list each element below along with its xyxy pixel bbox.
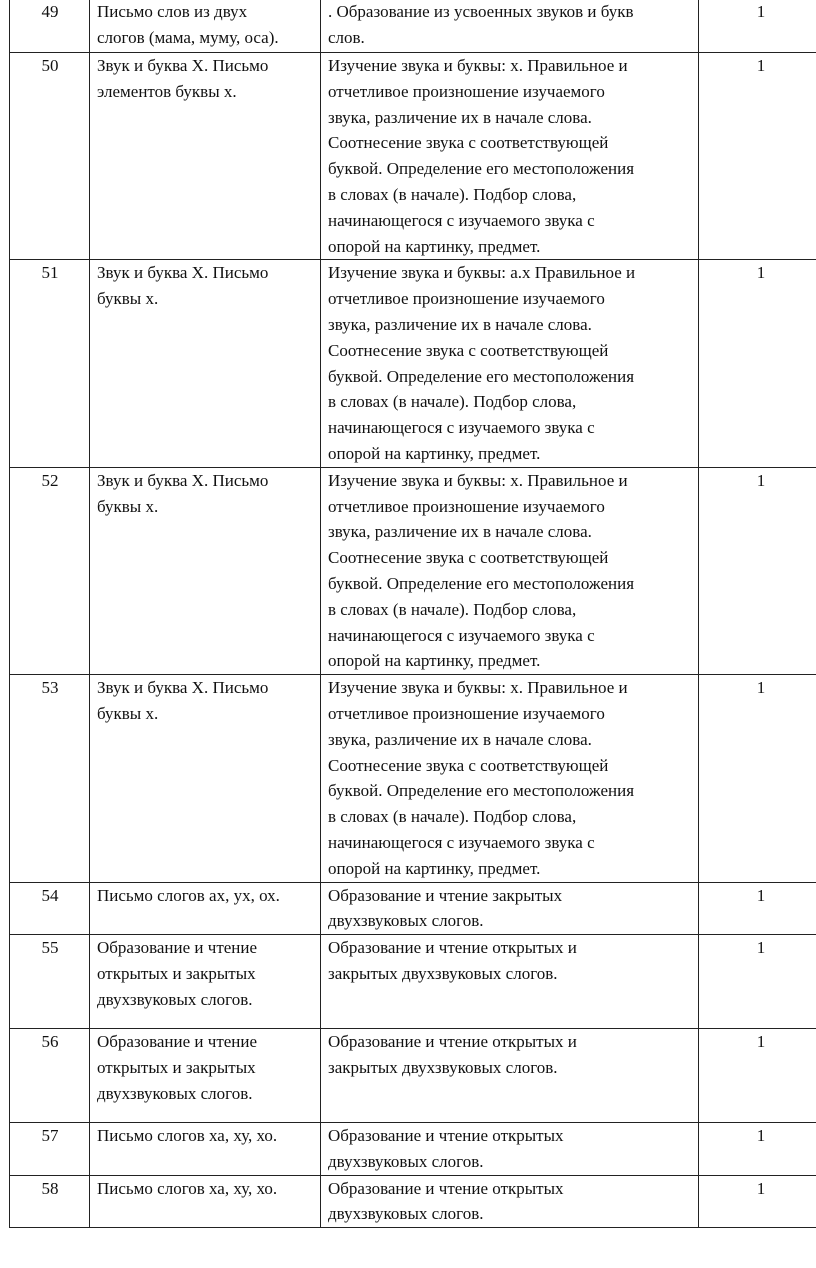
lesson-topic-cell bbox=[90, 1175, 321, 1228]
lesson-topic-cell bbox=[90, 53, 321, 260]
content-line: Образование и чтение открытых и bbox=[328, 938, 577, 958]
lesson-topic-cell bbox=[90, 935, 321, 1029]
content-line: буквой. Определение его местоположения bbox=[328, 366, 635, 386]
content-line: закрытых двухзвуковых слогов. bbox=[328, 1057, 558, 1077]
lesson-hours-cell: 1 bbox=[699, 467, 816, 674]
lesson-number-cell: 53 bbox=[10, 675, 90, 882]
lesson-topic-cell bbox=[90, 260, 321, 467]
content-line: в словах (в начале). Подбор слова, bbox=[328, 392, 577, 412]
content-line: звука, различение их в начале слова. bbox=[328, 314, 592, 334]
topic-line: Образование и чтение bbox=[97, 938, 258, 958]
topic-line: Письмо слогов ха, ху, хо. bbox=[97, 1178, 278, 1198]
content-line: опорой на картинку, предмет. bbox=[328, 651, 541, 671]
lesson-hours-cell: 1 bbox=[699, 1175, 816, 1228]
lesson-topic-cell bbox=[90, 0, 321, 53]
table-body bbox=[10, 0, 816, 1228]
topic-line: открытых и закрытых bbox=[97, 1057, 256, 1077]
lesson-number-cell: 49 bbox=[10, 0, 90, 53]
content-line: отчетливое произношение изучаемого bbox=[328, 703, 605, 723]
topic-line: Образование и чтение bbox=[97, 1032, 258, 1052]
table-row bbox=[10, 882, 816, 935]
content-line: Образование и чтение открытых и bbox=[328, 1032, 577, 1052]
content-line: опорой на картинку, предмет. bbox=[328, 858, 541, 878]
lesson-content-cell bbox=[321, 882, 699, 935]
lesson-hours-cell: 1 bbox=[699, 53, 816, 260]
lesson-topic-cell bbox=[90, 1029, 321, 1123]
lesson-topic-cell bbox=[90, 675, 321, 882]
lesson-content-cell bbox=[321, 467, 699, 674]
content-line: опорой на картинку, предмет. bbox=[328, 236, 541, 256]
topic-line: Звук и буква Х. Письмо bbox=[97, 678, 269, 698]
lesson-topic-cell bbox=[90, 467, 321, 674]
content-line: начинающегося с изучаемого звука с bbox=[328, 625, 595, 645]
content-line: начинающегося с изучаемого звука с bbox=[328, 832, 595, 852]
content-line: буквой. Определение его местоположения bbox=[328, 159, 635, 179]
lesson-content-cell bbox=[321, 53, 699, 260]
topic-line: Письмо слогов ха, ху, хо. bbox=[97, 1126, 278, 1146]
content-line: двухзвуковых слогов. bbox=[328, 1204, 484, 1224]
lesson-content-cell bbox=[321, 1175, 699, 1228]
content-line: в словах (в начале). Подбор слова, bbox=[328, 599, 577, 619]
content-line: отчетливое произношение изучаемого bbox=[328, 496, 605, 516]
table-row bbox=[10, 1029, 816, 1123]
lesson-content-cell bbox=[321, 1029, 699, 1123]
content-line: Изучение звука и буквы: х. Правильное и bbox=[328, 470, 628, 490]
content-line: слов. bbox=[328, 27, 365, 47]
content-line: Соотнесение звука с соответствующей bbox=[328, 548, 609, 568]
lesson-content-cell bbox=[321, 935, 699, 1029]
lesson-content-cell bbox=[321, 0, 699, 53]
lesson-number-cell: 57 bbox=[10, 1123, 90, 1176]
topic-line: Звук и буква Х. Письмо bbox=[97, 263, 269, 283]
lesson-hours-cell: 1 bbox=[699, 882, 816, 935]
lesson-hours-cell: 1 bbox=[699, 675, 816, 882]
topic-line: двухзвуковых слогов. bbox=[97, 989, 253, 1009]
content-line: звука, различение их в начале слова. bbox=[328, 107, 592, 127]
content-line: Образование и чтение открытых bbox=[328, 1178, 564, 1198]
lesson-topic-cell bbox=[90, 1123, 321, 1176]
lesson-topic-cell bbox=[90, 882, 321, 935]
lesson-number-cell: 55 bbox=[10, 935, 90, 1029]
content-line: закрытых двухзвуковых слогов. bbox=[328, 963, 558, 983]
content-line: Соотнесение звука с соответствующей bbox=[328, 755, 609, 775]
topic-line: буквы х. bbox=[97, 496, 159, 516]
table-row bbox=[10, 675, 816, 882]
lesson-number-cell: 56 bbox=[10, 1029, 90, 1123]
content-line: Образование и чтение закрытых bbox=[328, 885, 563, 905]
table-row bbox=[10, 1123, 816, 1176]
topic-line: элементов буквы х. bbox=[97, 81, 237, 101]
content-line: Соотнесение звука с соответствующей bbox=[328, 340, 609, 360]
topic-line: открытых и закрытых bbox=[97, 963, 256, 983]
lesson-hours-cell: 1 bbox=[699, 1029, 816, 1123]
content-line: буквой. Определение его местоположения bbox=[328, 781, 635, 801]
topic-line: буквы х. bbox=[97, 703, 159, 723]
topic-line: слогов (мама, муму, оса). bbox=[97, 27, 279, 47]
table-row bbox=[10, 935, 816, 1029]
lesson-hours-cell: 1 bbox=[699, 0, 816, 53]
content-line: Соотнесение звука с соответствующей bbox=[328, 133, 609, 153]
topic-line: двухзвуковых слогов. bbox=[97, 1083, 253, 1103]
table-row bbox=[10, 53, 816, 260]
content-line: начинающегося с изучаемого звука с bbox=[328, 418, 595, 438]
topic-line: Письмо слогов ах, ух, ох. bbox=[97, 885, 280, 905]
content-line: Изучение звука и буквы: х. Правильное и bbox=[328, 56, 628, 75]
lesson-content-cell bbox=[321, 1123, 699, 1176]
lesson-content-cell bbox=[321, 675, 699, 882]
content-line: Изучение звука и буквы: х. Правильное и bbox=[328, 678, 628, 698]
content-line: двухзвуковых слогов. bbox=[328, 911, 484, 931]
lesson-content-cell bbox=[321, 260, 699, 467]
table-row bbox=[10, 0, 816, 53]
lesson-number-cell: 52 bbox=[10, 467, 90, 674]
topic-line: буквы х. bbox=[97, 289, 159, 309]
lesson-number-cell: 51 bbox=[10, 260, 90, 467]
lesson-hours-cell: 1 bbox=[699, 935, 816, 1029]
content-line: в словах (в начале). Подбор слова, bbox=[328, 184, 577, 204]
content-line: опорой на картинку, предмет. bbox=[328, 443, 541, 463]
lesson-hours-cell: 1 bbox=[699, 1123, 816, 1176]
content-line: двухзвуковых слогов. bbox=[328, 1151, 484, 1171]
lesson-plan-table bbox=[9, 0, 816, 1228]
content-line: . Образование из усвоенных звуков и букв bbox=[328, 2, 634, 21]
topic-line: Звук и буква Х. Письмо bbox=[97, 56, 269, 75]
content-line: Изучение звука и буквы: а.х Правильное и bbox=[328, 263, 636, 283]
topic-line: Письмо слов из двух bbox=[97, 2, 248, 21]
lesson-hours-cell: 1 bbox=[699, 260, 816, 467]
content-line: в словах (в начале). Подбор слова, bbox=[328, 807, 577, 827]
content-line: начинающегося с изучаемого звука с bbox=[328, 210, 595, 230]
content-line: звука, различение их в начале слова. bbox=[328, 729, 592, 749]
content-line: звука, различение их в начале слова. bbox=[328, 522, 592, 542]
content-line: отчетливое произношение изучаемого bbox=[328, 289, 605, 309]
table-row bbox=[10, 1175, 816, 1228]
table-row bbox=[10, 467, 816, 674]
content-line: буквой. Определение его местоположения bbox=[328, 573, 635, 593]
topic-line: Звук и буква Х. Письмо bbox=[97, 470, 269, 490]
content-line: Образование и чтение открытых bbox=[328, 1126, 564, 1146]
lesson-number-cell: 58 bbox=[10, 1175, 90, 1228]
content-line: отчетливое произношение изучаемого bbox=[328, 81, 605, 101]
lesson-number-cell: 50 bbox=[10, 53, 90, 260]
lesson-number-cell: 54 bbox=[10, 882, 90, 935]
table-row bbox=[10, 260, 816, 467]
